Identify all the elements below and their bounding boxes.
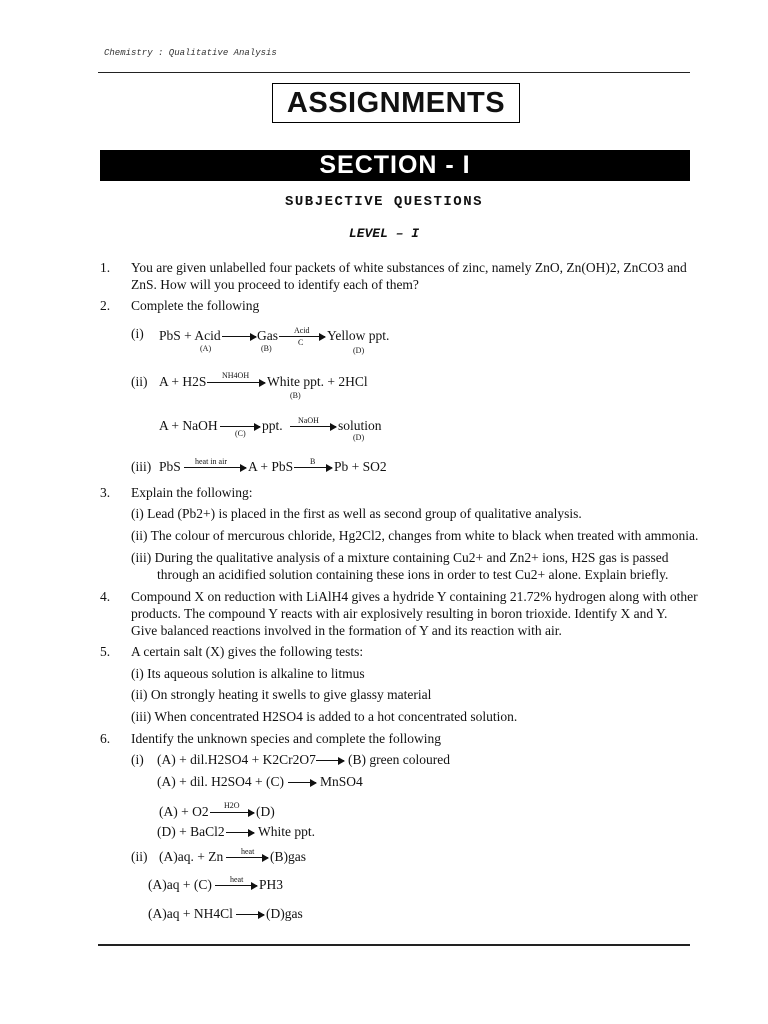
reactants: (A)aq. + Zn bbox=[159, 849, 224, 864]
question-number: 6. bbox=[100, 731, 111, 746]
question-2-text: Complete the following bbox=[131, 298, 260, 313]
question-5-text: A certain salt (X) gives the following tests: bbox=[131, 644, 364, 659]
product: solution bbox=[338, 418, 382, 433]
question-5-part-ii: (ii) On strongly heating it swells to give glassy material bbox=[131, 687, 432, 702]
arrow-label: B bbox=[310, 457, 316, 466]
question-3-part-iii-cont: through an acidified solution containing these ions in order to test Cu2+ alone. Explain briefly. bbox=[157, 567, 669, 582]
running-header: Chemistry : Qualitative Analysis bbox=[104, 48, 277, 58]
arrow-label: H2O bbox=[224, 801, 240, 810]
reactants: (D) + BaCl2 bbox=[157, 824, 225, 839]
product: (B)gas bbox=[270, 849, 306, 864]
reactant: PbS + Acid bbox=[159, 328, 221, 343]
reaction-arrow bbox=[207, 382, 265, 383]
arrow-label: C bbox=[298, 338, 304, 347]
reactants: (A)aq + NH4Cl bbox=[148, 906, 233, 921]
section-title: SECTION - I bbox=[100, 150, 690, 181]
question-number: 4. bbox=[100, 589, 111, 604]
reaction-arrow bbox=[220, 426, 260, 427]
question-6-text: Identify the unknown species and complete the following bbox=[131, 731, 442, 746]
arrow-label: Acid bbox=[294, 326, 310, 335]
product: (D) bbox=[256, 804, 275, 819]
question-4-line-3: Give balanced reactions involved in the formation of Y and its reaction with air. bbox=[131, 623, 562, 638]
product: MnSO4 bbox=[320, 774, 363, 789]
species-label: (D) bbox=[353, 433, 365, 442]
reactant: A + NaOH bbox=[159, 418, 218, 433]
question-3-part-ii: (ii) The colour of mercurous chloride, Hg2Cl2, changes from white to black when treated with ammonia. bbox=[131, 528, 699, 543]
reaction-arrow bbox=[316, 760, 344, 761]
question-number: 2. bbox=[100, 298, 111, 313]
footer-rule bbox=[98, 944, 690, 946]
question-4-line-1: Compound X on reduction with LiAlH4 gives a hydride Y containing 21.72% hydrogen along with other bbox=[131, 589, 698, 604]
reaction-arrow bbox=[288, 782, 316, 783]
question-3-text: Explain the following: bbox=[131, 485, 253, 500]
sub-label: (i) bbox=[131, 326, 144, 341]
species-label: (D) bbox=[353, 346, 365, 355]
product: Yellow ppt. bbox=[327, 328, 390, 343]
reactant: A + H2S bbox=[159, 374, 207, 389]
reaction-arrow bbox=[236, 914, 264, 915]
reactants: (A) + dil. H2SO4 + (C) bbox=[157, 774, 284, 789]
species-label: (C) bbox=[235, 429, 246, 438]
question-number: 3. bbox=[100, 485, 111, 500]
question-number: 1. bbox=[100, 260, 111, 275]
reactants: (A) + O2 bbox=[159, 804, 209, 819]
product: Pb + SO2 bbox=[334, 459, 387, 474]
species-label: (B) bbox=[261, 344, 272, 353]
question-1-line-2: ZnS. How will you proceed to identify each of them? bbox=[131, 277, 419, 292]
reaction-arrow bbox=[215, 885, 257, 886]
intermediate: ppt. bbox=[262, 418, 283, 433]
assignments-title: ASSIGNMENTS bbox=[272, 83, 520, 123]
product: White ppt. bbox=[258, 824, 315, 839]
arrow-label: heat bbox=[241, 847, 255, 856]
arrow-label: NH4OH bbox=[222, 371, 250, 380]
sub-label: (i) bbox=[131, 752, 144, 767]
product: PH3 bbox=[259, 877, 284, 892]
species-label: (A) bbox=[200, 344, 212, 353]
arrow-label: heat in air bbox=[195, 457, 227, 466]
reaction-arrow bbox=[226, 832, 254, 833]
product: (D)gas bbox=[266, 906, 303, 921]
reaction-arrow bbox=[290, 426, 336, 427]
question-4-line-2: products. The compound Y reacts with air explosively resulting in boron trioxide. Identify X and Y. bbox=[131, 606, 668, 621]
sub-label: (iii) bbox=[131, 459, 152, 474]
reaction-arrow bbox=[210, 812, 254, 813]
reaction-arrow bbox=[279, 336, 325, 337]
intermediate: A + PbS bbox=[248, 459, 294, 474]
question-3-part-iii: (iii) During the qualitative analysis of a mixture containing Cu2+ and Zn2+ ions, H2S gas is passed bbox=[131, 550, 669, 565]
reaction-arrow bbox=[184, 467, 246, 468]
level-heading: LEVEL – I bbox=[348, 226, 420, 241]
question-number: 5. bbox=[100, 644, 111, 659]
product: White ppt. + 2HCl bbox=[267, 374, 368, 389]
header-rule bbox=[98, 72, 690, 73]
species-label: (B) bbox=[290, 391, 301, 400]
arrow-label: heat bbox=[230, 875, 244, 884]
reactant: PbS bbox=[159, 459, 181, 474]
reaction-arrow bbox=[226, 857, 268, 858]
sub-label: (ii) bbox=[131, 374, 148, 389]
question-3-part-i: (i) Lead (Pb2+) is placed in the first as well as second group of qualitative analysis. bbox=[131, 506, 582, 521]
subjective-questions-heading: SUBJECTIVE QUESTIONS bbox=[284, 194, 484, 210]
reaction-arrow bbox=[222, 336, 256, 337]
reactants: (A)aq + (C) bbox=[148, 877, 212, 892]
question-1-line-1: You are given unlabelled four packets of white substances of zinc, namely ZnO, Zn(OH)2, ZnCO3 and bbox=[131, 260, 687, 275]
question-5-part-iii: (iii) When concentrated H2SO4 is added to a hot concentrated solution. bbox=[131, 709, 518, 724]
arrow-label: NaOH bbox=[298, 416, 319, 425]
reaction-arrow bbox=[294, 467, 332, 468]
question-5-part-i: (i) Its aqueous solution is alkaline to litmus bbox=[131, 666, 365, 681]
sub-label: (ii) bbox=[131, 849, 148, 864]
product: (B) green coloured bbox=[348, 752, 450, 767]
intermediate: Gas bbox=[257, 328, 278, 343]
reactants: (A) + dil.H2SO4 + K2Cr2O7 bbox=[157, 752, 316, 767]
